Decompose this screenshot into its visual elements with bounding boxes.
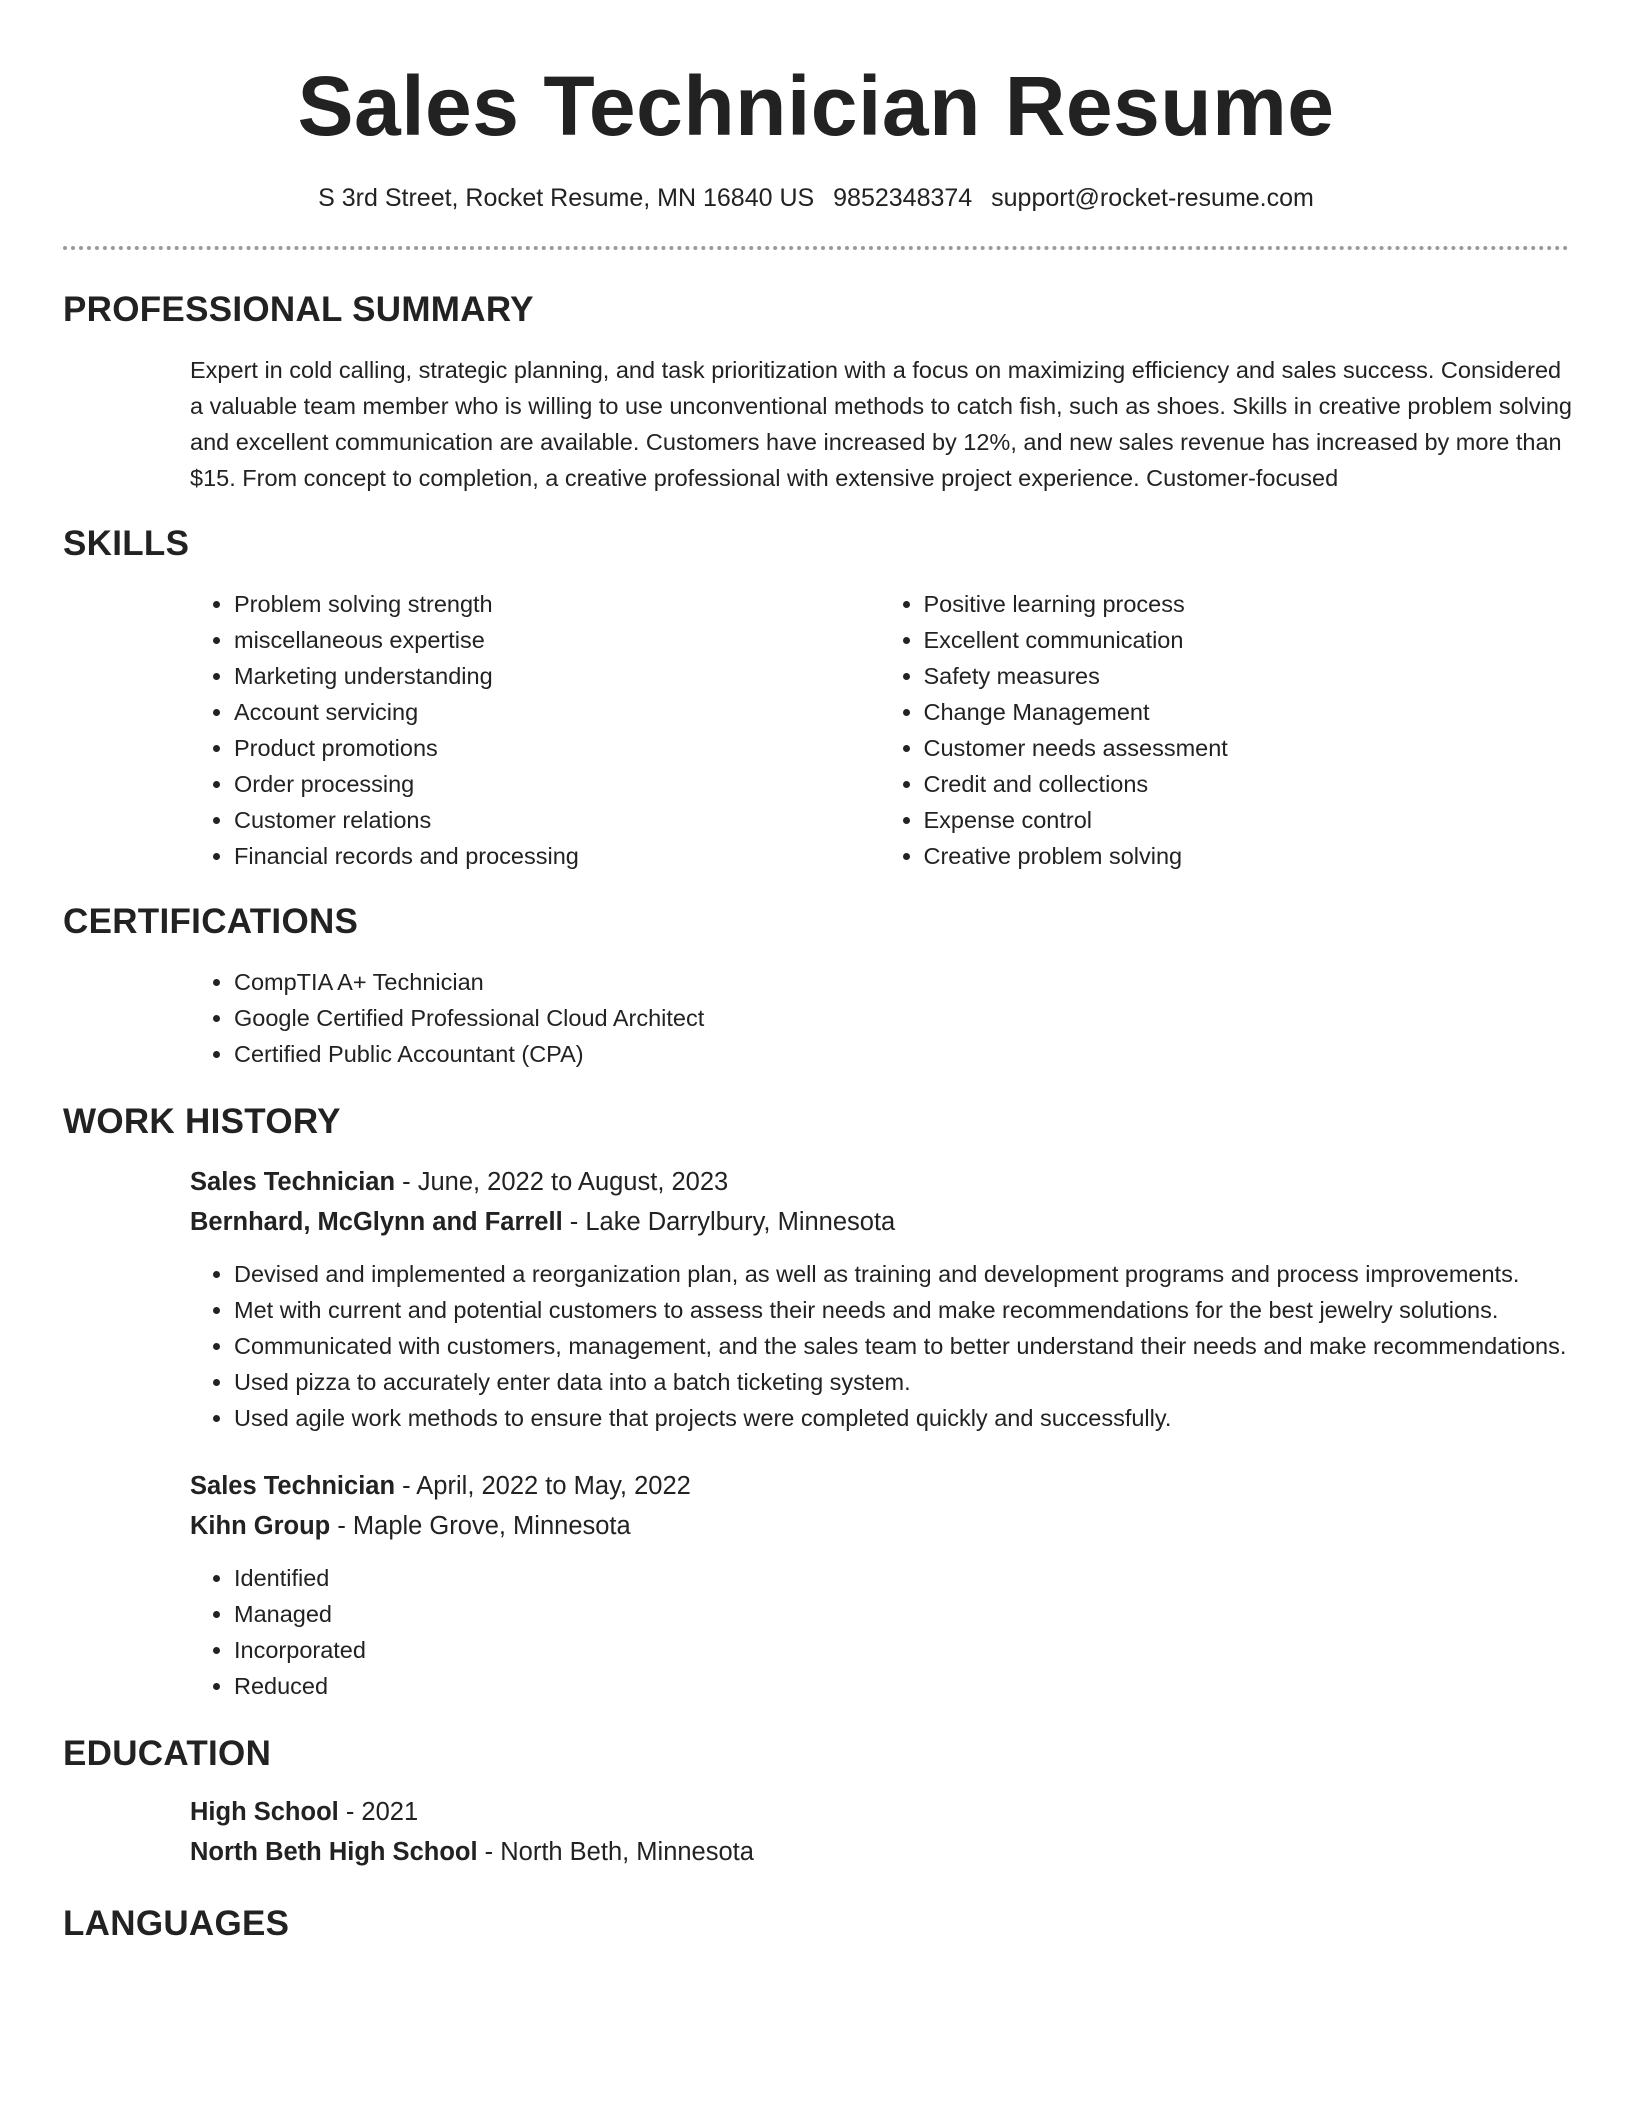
skills-grid [190,586,1569,874]
job-title-line [190,1466,1569,1506]
skill-item: • Financial records and processing [234,838,880,874]
skill-item: • Credit and collections [924,766,1570,802]
job-bullet: • Used agile work methods to ensure that projects were completed quickly and successfully. [234,1400,1569,1436]
education-entry [190,1792,1569,1872]
contact-email: support@rocket-resume.com [991,184,1314,212]
job-location: - Lake Darrylbury, Minnesota [562,1208,896,1236]
job-bullets [190,1256,1569,1436]
skills-list-left [190,586,880,874]
summary-text: Expert in cold calling, strategic planning, and task prioritization with a focus on maximizing efficiency and sales success. Considered a valuable team member who is willing to use unconventional methods to catch fish, such as shoes. Skills in creative problem solving and excellent communication are available. Customers have increased by 12%, and new sales revenue has increased by more than $15. From concept to completion, a creative professional with extensive project experience. Customer-focused [190,357,1572,491]
certifications-heading: CERTIFICATIONS [63,902,359,941]
skill-item: • Creative problem solving [924,838,1570,874]
education-section [63,1732,1569,1872]
job-title: Sales Technician [190,1472,396,1500]
skills-heading: SKILLS [63,524,190,563]
skill-item: • Safety measures [924,658,1570,694]
job-bullet: • Devised and implemented a reorganization plan, as well as training and development programs and process improvements. [234,1256,1569,1292]
skill-item: • Order processing [234,766,880,802]
skill-item: • Marketing understanding [234,658,880,694]
skill-item: • Product promotions [234,730,880,766]
skill-item: • Account servicing [234,694,880,730]
skills-section [63,522,1569,874]
job-bullet: • Managed [234,1596,1569,1632]
education-degree-line [190,1792,1569,1832]
education-degree: High School [190,1798,339,1826]
job-title: Sales Technician [190,1168,396,1196]
job-company-line [190,1506,1569,1546]
skill-item: • Positive learning process [924,586,1570,622]
job-dates: - June, 2022 to August, 2023 [395,1168,729,1196]
work-section [63,1100,1569,1704]
skill-item: • Change Management [924,694,1570,730]
certification-item: • Google Certified Professional Cloud Architect [234,1000,1569,1036]
skill-item: • Excellent communication [924,622,1570,658]
job-bullet: • Communicated with customers, management, and the sales team to better understand their needs and make recommendations. [234,1328,1569,1364]
skill-item: • Problem solving strength [234,586,880,622]
contact-line [0,182,1632,214]
languages-heading: LANGUAGES [63,1904,290,1943]
job-bullet: • Incorporated [234,1632,1569,1668]
contact-address: S 3rd Street, Rocket Resume, MN 16840 US [318,184,815,212]
job-entry [190,1162,1569,1436]
job-bullet: • Met with current and potential customers to assess their needs and make recommendations for the best jewelry solutions. [234,1292,1569,1328]
skill-item: • Customer needs assessment [924,730,1570,766]
education-heading: EDUCATION [63,1734,272,1773]
job-bullet: • Identified [234,1560,1569,1596]
job-bullet: • Reduced [234,1668,1569,1704]
job-dates: - April, 2022 to May, 2022 [395,1472,691,1500]
job-company: Bernhard, McGlynn and Farrell [190,1208,563,1236]
job-entry [190,1466,1569,1704]
job-title-line [190,1162,1569,1202]
job-location: - Maple Grove, Minnesota [330,1512,631,1540]
summary-heading: PROFESSIONAL SUMMARY [63,290,534,329]
contact-phone: 9852348374 [833,184,973,212]
certifications-list [190,964,1569,1072]
header-divider [63,246,1569,250]
job-company: Kihn Group [190,1512,331,1540]
job-bullets [190,1560,1569,1704]
education-school-line [190,1832,1569,1872]
work-heading: WORK HISTORY [63,1102,341,1141]
job-company-line [190,1202,1569,1242]
certification-item: • Certified Public Accountant (CPA) [234,1036,1569,1072]
skill-item: • miscellaneous expertise [234,622,880,658]
skill-item: • Expense control [924,802,1570,838]
certifications-content [190,964,1569,1072]
skills-list-right [880,586,1570,874]
skill-item: • Customer relations [234,802,880,838]
certification-item: • CompTIA A+ Technician [234,964,1569,1000]
languages-section [63,1902,1569,1946]
education-school: North Beth High School [190,1838,478,1866]
certifications-section [63,900,1569,1072]
summary-section [63,288,1572,496]
job-bullet: • Used pizza to accurately enter data into a batch ticketing system. [234,1364,1569,1400]
page-title: Sales Technician Resume [297,59,1335,153]
education-location: - North Beth, Minnesota [477,1838,754,1866]
education-year: - 2021 [338,1798,419,1826]
